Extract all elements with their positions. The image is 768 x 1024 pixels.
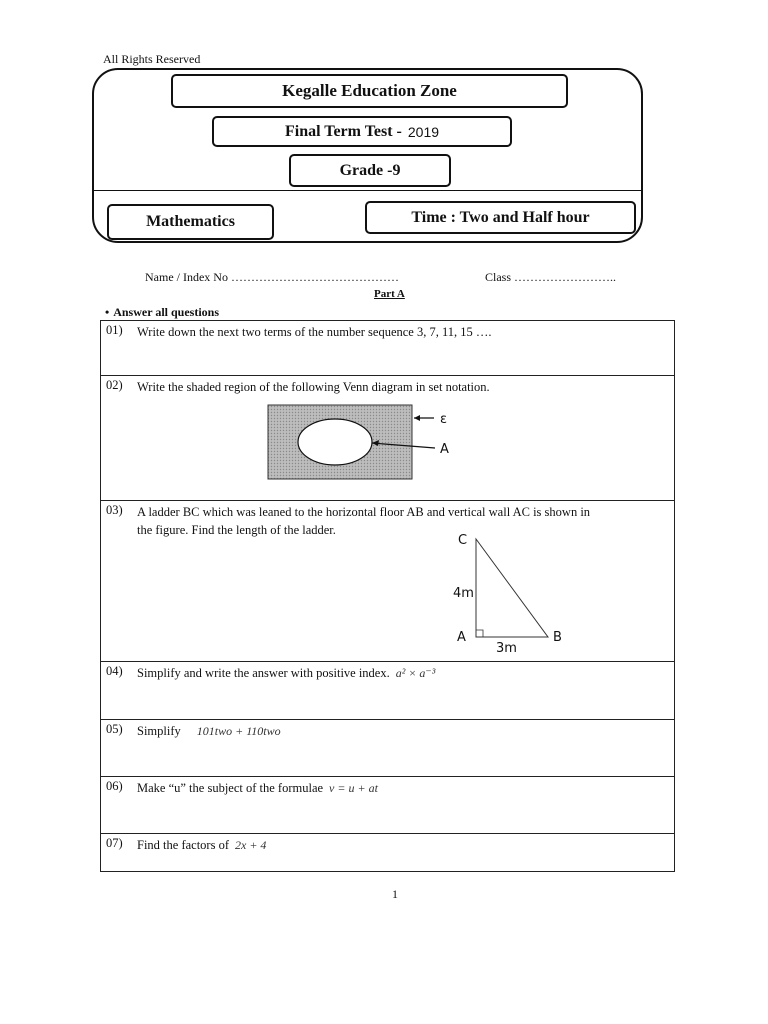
question-row-1 bbox=[101, 321, 674, 376]
test-year: 2019 bbox=[407, 123, 440, 140]
set-label: A bbox=[440, 442, 449, 457]
question-table bbox=[100, 320, 675, 872]
math-expression: v = u + at bbox=[329, 781, 378, 795]
header-divider bbox=[94, 190, 641, 191]
question-number: 06) bbox=[106, 779, 123, 793]
page-number: 1 bbox=[392, 887, 398, 901]
test-title-box bbox=[212, 116, 512, 147]
question-text bbox=[137, 779, 378, 797]
question-number: 05) bbox=[106, 722, 123, 736]
question-row-5 bbox=[101, 720, 674, 777]
vertex-b-label: B bbox=[553, 630, 562, 645]
question-text bbox=[137, 722, 281, 740]
question-text-main: Make “u” the subject of the formulae bbox=[137, 781, 324, 795]
subject-title: Mathematics bbox=[107, 204, 274, 240]
name-index-field: Name / Index No …………………………………… bbox=[145, 270, 399, 284]
instruction bbox=[105, 305, 219, 320]
vertex-c-label: C bbox=[458, 533, 468, 548]
math-expression: 101two + 110two bbox=[196, 724, 281, 738]
question-text-line-1: A ladder BC which was leaned to the horizontal floor AB and vertical wall AC is shown in bbox=[137, 505, 591, 519]
question-text-line-2: the figure. Find the length of the ladder. bbox=[137, 523, 336, 537]
question-text-main: Simplify bbox=[137, 724, 181, 738]
bullet-icon: • bbox=[105, 305, 110, 319]
question-row-3 bbox=[101, 501, 674, 662]
side-ac-label: 4m bbox=[453, 586, 474, 601]
question-number: 01) bbox=[106, 323, 123, 337]
universal-label: ε bbox=[440, 412, 448, 427]
question-row-2 bbox=[101, 376, 674, 501]
side-ab-label: 3m bbox=[496, 641, 517, 656]
question-text-main: Simplify and write the answer with positive index. bbox=[137, 666, 390, 680]
rights-notice: All Rights Reserved bbox=[103, 52, 201, 66]
question-number: 07) bbox=[106, 836, 123, 850]
question-row-7 bbox=[101, 834, 674, 871]
question-number: 03) bbox=[106, 503, 123, 517]
grade-title: Grade -9 bbox=[289, 154, 451, 187]
instruction-text: Answer all questions bbox=[113, 305, 219, 319]
question-text bbox=[137, 836, 266, 854]
venn-diagram bbox=[267, 402, 467, 482]
question-text-main: Find the factors of bbox=[137, 838, 229, 852]
question-number: 04) bbox=[106, 664, 123, 678]
question-text: Write the shaded region of the following Venn diagram in set notation. bbox=[137, 380, 490, 394]
class-field: Class …………………….. bbox=[485, 270, 617, 284]
question-text: Write down the next two terms of the number sequence 3, 7, 11, 15 …. bbox=[137, 325, 492, 339]
test-title: Final Term Test - bbox=[284, 122, 402, 140]
question-row-6 bbox=[101, 777, 674, 834]
education-zone-title: Kegalle Education Zone bbox=[171, 74, 568, 108]
question-row-4 bbox=[101, 662, 674, 720]
set-a bbox=[298, 419, 372, 465]
time-allowed: Time : Two and Half hour bbox=[365, 201, 636, 234]
ladder-triangle-figure bbox=[441, 527, 571, 657]
math-expression: a² × a⁻³ bbox=[395, 666, 436, 680]
math-expression: 2x + 4 bbox=[235, 838, 267, 852]
part-heading: Part A bbox=[374, 288, 405, 300]
question-number: 02) bbox=[106, 378, 123, 392]
question-text bbox=[137, 664, 435, 682]
vertex-a-label: A bbox=[457, 630, 466, 645]
